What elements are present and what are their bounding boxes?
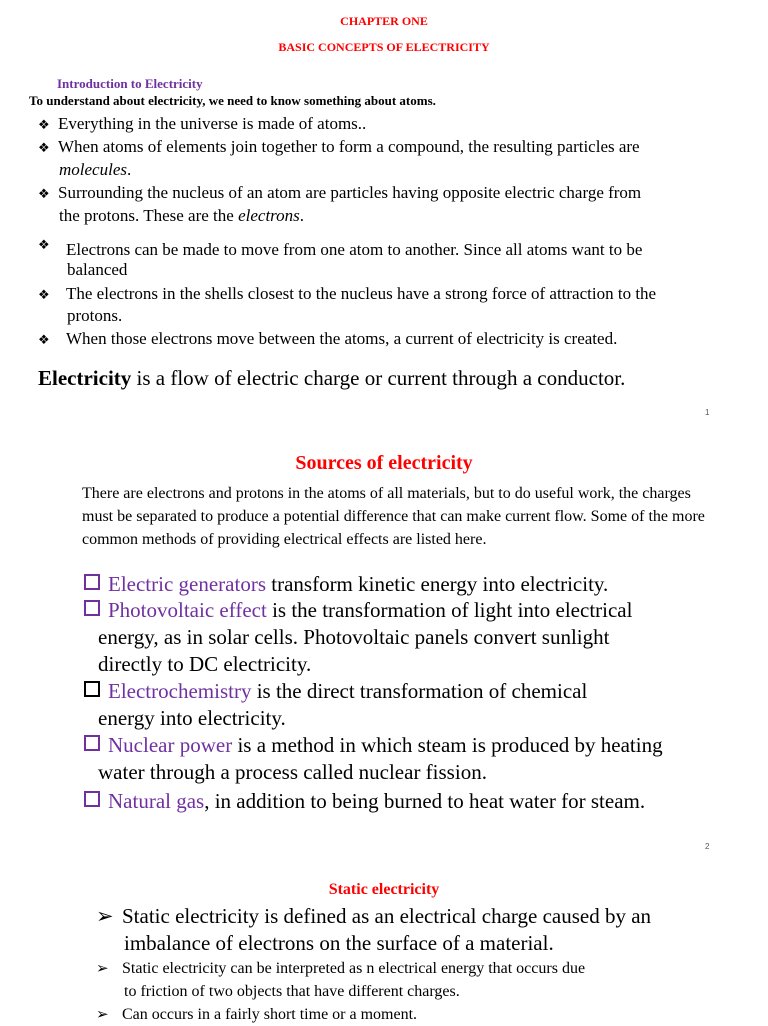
list-item-continuation: energy, as in solar cells. Photovoltaic panels convert sunlight <box>98 625 610 649</box>
list-item: Nuclear power is a method in which steam is produced by heating <box>84 732 663 759</box>
intro-heading: Introduction to Electricity <box>57 76 203 91</box>
bullet-text: Everything in the universe is made of atoms.. <box>58 114 367 133</box>
list-item <box>38 234 642 261</box>
electricity-definition: Electricity is a flow of electric charge or current through a conductor. <box>38 366 626 390</box>
list-item: Electrochemistry is the direct transformation of chemical <box>84 678 587 705</box>
checkbox-bullet-icon <box>84 574 100 590</box>
list-item-continuation: energy into electricity. <box>98 706 286 730</box>
bullet-text: When atoms of elements join together to form a compound, the resulting particles are <box>58 137 640 156</box>
diamond-bullet-icon: ❖ <box>38 288 50 303</box>
arrow-bullet-icon: ➢ <box>96 1005 109 1023</box>
chapter-title: BASIC CONCEPTS OF ELECTRICITY <box>278 40 490 54</box>
checkbox-bullet-icon <box>84 791 100 807</box>
list-item: Electric generators transform kinetic energy into electricity. <box>84 571 608 598</box>
list-item: ➢ Static electricity can be interpreted as n electrical energy that occurs due <box>96 957 585 980</box>
sources-heading: Sources of electricity <box>295 452 473 474</box>
bullet-continuation: molecules. <box>59 160 132 179</box>
bullet-text: Electrons can be made to move from one atom to another. Since all atoms want to be <box>66 240 643 259</box>
list-item <box>38 327 617 352</box>
list-item: Natural gas, in addition to being burned to heat water for steam. <box>84 788 645 815</box>
bullet-text: Surrounding the nucleus of an atom are particles having opposite electric charge from <box>58 183 642 202</box>
list-item <box>38 135 640 160</box>
list-item <box>38 181 641 206</box>
diamond-bullet-icon: ❖ <box>38 238 50 253</box>
diamond-bullet-icon: ❖ <box>38 187 50 202</box>
bullet-continuation: the protons. These are the electrons. <box>59 206 305 225</box>
list-item-continuation: water through a process called nuclear fission. <box>98 760 487 784</box>
page-number: 2 <box>705 842 710 851</box>
bullet-text: The electrons in the shells closest to the nucleus have a strong force of attraction to the <box>66 284 657 303</box>
intro-lead: To understand about electricity, we need to know something about atoms. <box>29 93 436 108</box>
diamond-bullet-icon: ❖ <box>38 141 50 156</box>
list-item <box>38 112 366 137</box>
arrow-bullet-icon: ➢ <box>96 904 114 928</box>
list-item <box>38 282 656 307</box>
list-item-continuation: to friction of two objects that have different charges. <box>124 983 460 1000</box>
bullet-continuation: balanced <box>67 260 128 279</box>
bullet-text: When those electrons move between the atoms, a current of electricity is created. <box>66 329 618 348</box>
list-item: ➢ Static electricity is defined as an electrical charge caused by an <box>96 904 652 928</box>
checkbox-bullet-icon <box>84 600 100 616</box>
list-item: ➢ Can occurs in a fairly short time or a moment. <box>96 1003 417 1026</box>
diamond-bullet-icon: ❖ <box>38 333 50 348</box>
checkbox-bullet-icon <box>84 735 100 751</box>
list-item-continuation: imbalance of electrons on the surface of a material. <box>124 931 554 955</box>
checkbox-bullet-icon <box>84 681 100 697</box>
sources-intro: There are electrons and protons in the atoms of all materials, but to do useful work, the charges must be separated to produce a potential difference that can make current flow. Some of the more common methods of providing electrical effects are listed here. <box>82 485 705 548</box>
diamond-bullet-icon: ❖ <box>38 118 50 133</box>
chapter-label: CHAPTER ONE <box>340 14 428 28</box>
list-item: Photovoltaic effect is the transformation of light into electrical <box>84 597 632 624</box>
page-number: 1 <box>705 408 710 417</box>
arrow-bullet-icon: ➢ <box>96 959 109 977</box>
static-heading: Static electricity <box>328 881 440 898</box>
bullet-continuation: protons. <box>67 306 123 325</box>
list-item-continuation: directly to DC electricity. <box>98 652 312 676</box>
